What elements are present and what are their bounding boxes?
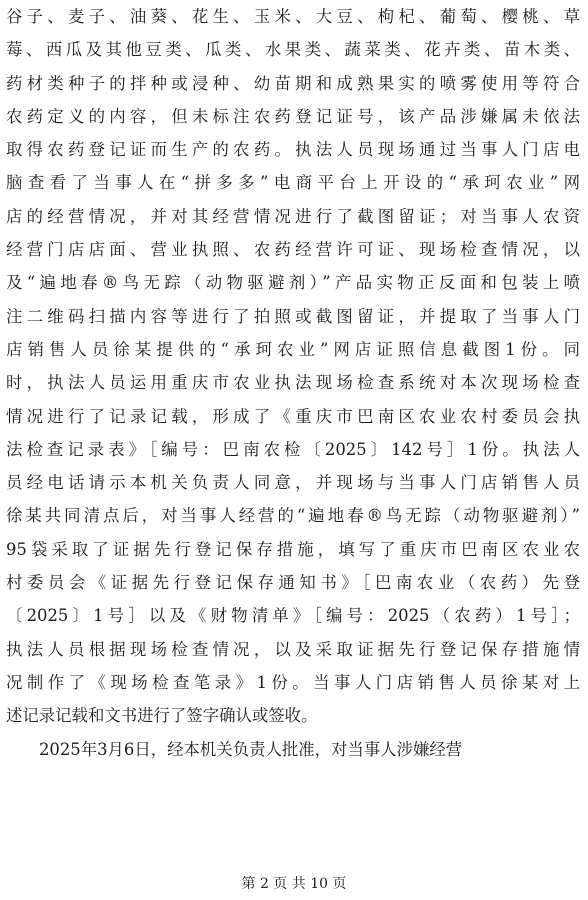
page-footer: 第 2 页 共 10 页 <box>241 876 347 892</box>
text-line: 述记录记载和文书进行了签字确认或签收。 <box>6 706 318 726</box>
text-line: 95袋采取了证据先行登记保存措施，填写了重庆市巴南区农业农 <box>6 539 580 559</box>
text-line: 及“遍地春®鸟无踪（动物驱避剂）”产品实物正反面和包装上喷 <box>6 273 580 293</box>
text-line: 取得农药登记证而生产的农药。执法人员现场通过当事人门店电 <box>6 140 580 160</box>
text-line: 情况进行了记录记载，形成了《重庆市巴南区农业农村委员会执 <box>6 406 580 426</box>
text-line: 况制作了《现场检查笔录》1份。当事人门店销售人员徐某对上 <box>6 672 580 692</box>
text-line: 经营门店店面、营业执照、农药经营许可证、现场检查情况，以 <box>6 240 580 260</box>
document-body <box>6 0 580 766</box>
text-line: 店的经营情况，并对其经营情况进行了截图留证；对当事人农资 <box>6 206 580 226</box>
text-line: 时，执法人员运用重庆市农业执法现场检查系统对本次现场检查 <box>6 373 580 393</box>
text-line: 村委员会《证据先行登记保存通知书》［巴南农业（农药）先登 <box>6 573 580 593</box>
text-line: 徐某共同清点后，对当事人经营的“遍地春®鸟无踪（动物驱避剂）” <box>6 506 580 526</box>
text-line: 药材类种子的拌种或浸种、幼苗期和成熟果实的喷雾使用等符合 <box>6 73 580 93</box>
text-line: 员经电话请示本机关负责人同意，并现场与当事人门店销售人员 <box>6 473 580 493</box>
text-line: 莓、西瓜及其他豆类、瓜类、水果类、蔬菜类、花卉类、苗木类、 <box>6 40 580 60</box>
text-line: 法检查记录表》［编号：巴南农检〔2025〕142号］1份。执法人 <box>6 439 580 459</box>
text-line: 执法人员根据现场检查情况，以及采取证据先行登记保存措施情 <box>6 639 580 659</box>
text-line: 脑查看了当事人在“拼多多”电商平台上开设的“承珂农业”网 <box>6 173 580 193</box>
text-line: 农药定义的内容，但未标注农药登记证号，该产品涉嫌属未依法 <box>6 106 580 126</box>
text-line: 〔2025〕1号］以及《财物清单》［编号：2025（农药）1号］； <box>6 606 580 626</box>
text-line: 店销售人员徐某提供的“承珂农业”网店证照信息截图1份。同 <box>6 339 580 359</box>
text-line: 谷子、麦子、油葵、花生、玉米、大豆、枸杞、葡萄、樱桃、草 <box>6 7 580 26</box>
paragraph-start-line: 2025年3月6日，经本机关负责人批准，对当事人涉嫌经营 <box>39 739 463 759</box>
text-line: 注二维码扫描内容等进行了拍照或截图留证，并提取了当事人门 <box>6 306 580 326</box>
